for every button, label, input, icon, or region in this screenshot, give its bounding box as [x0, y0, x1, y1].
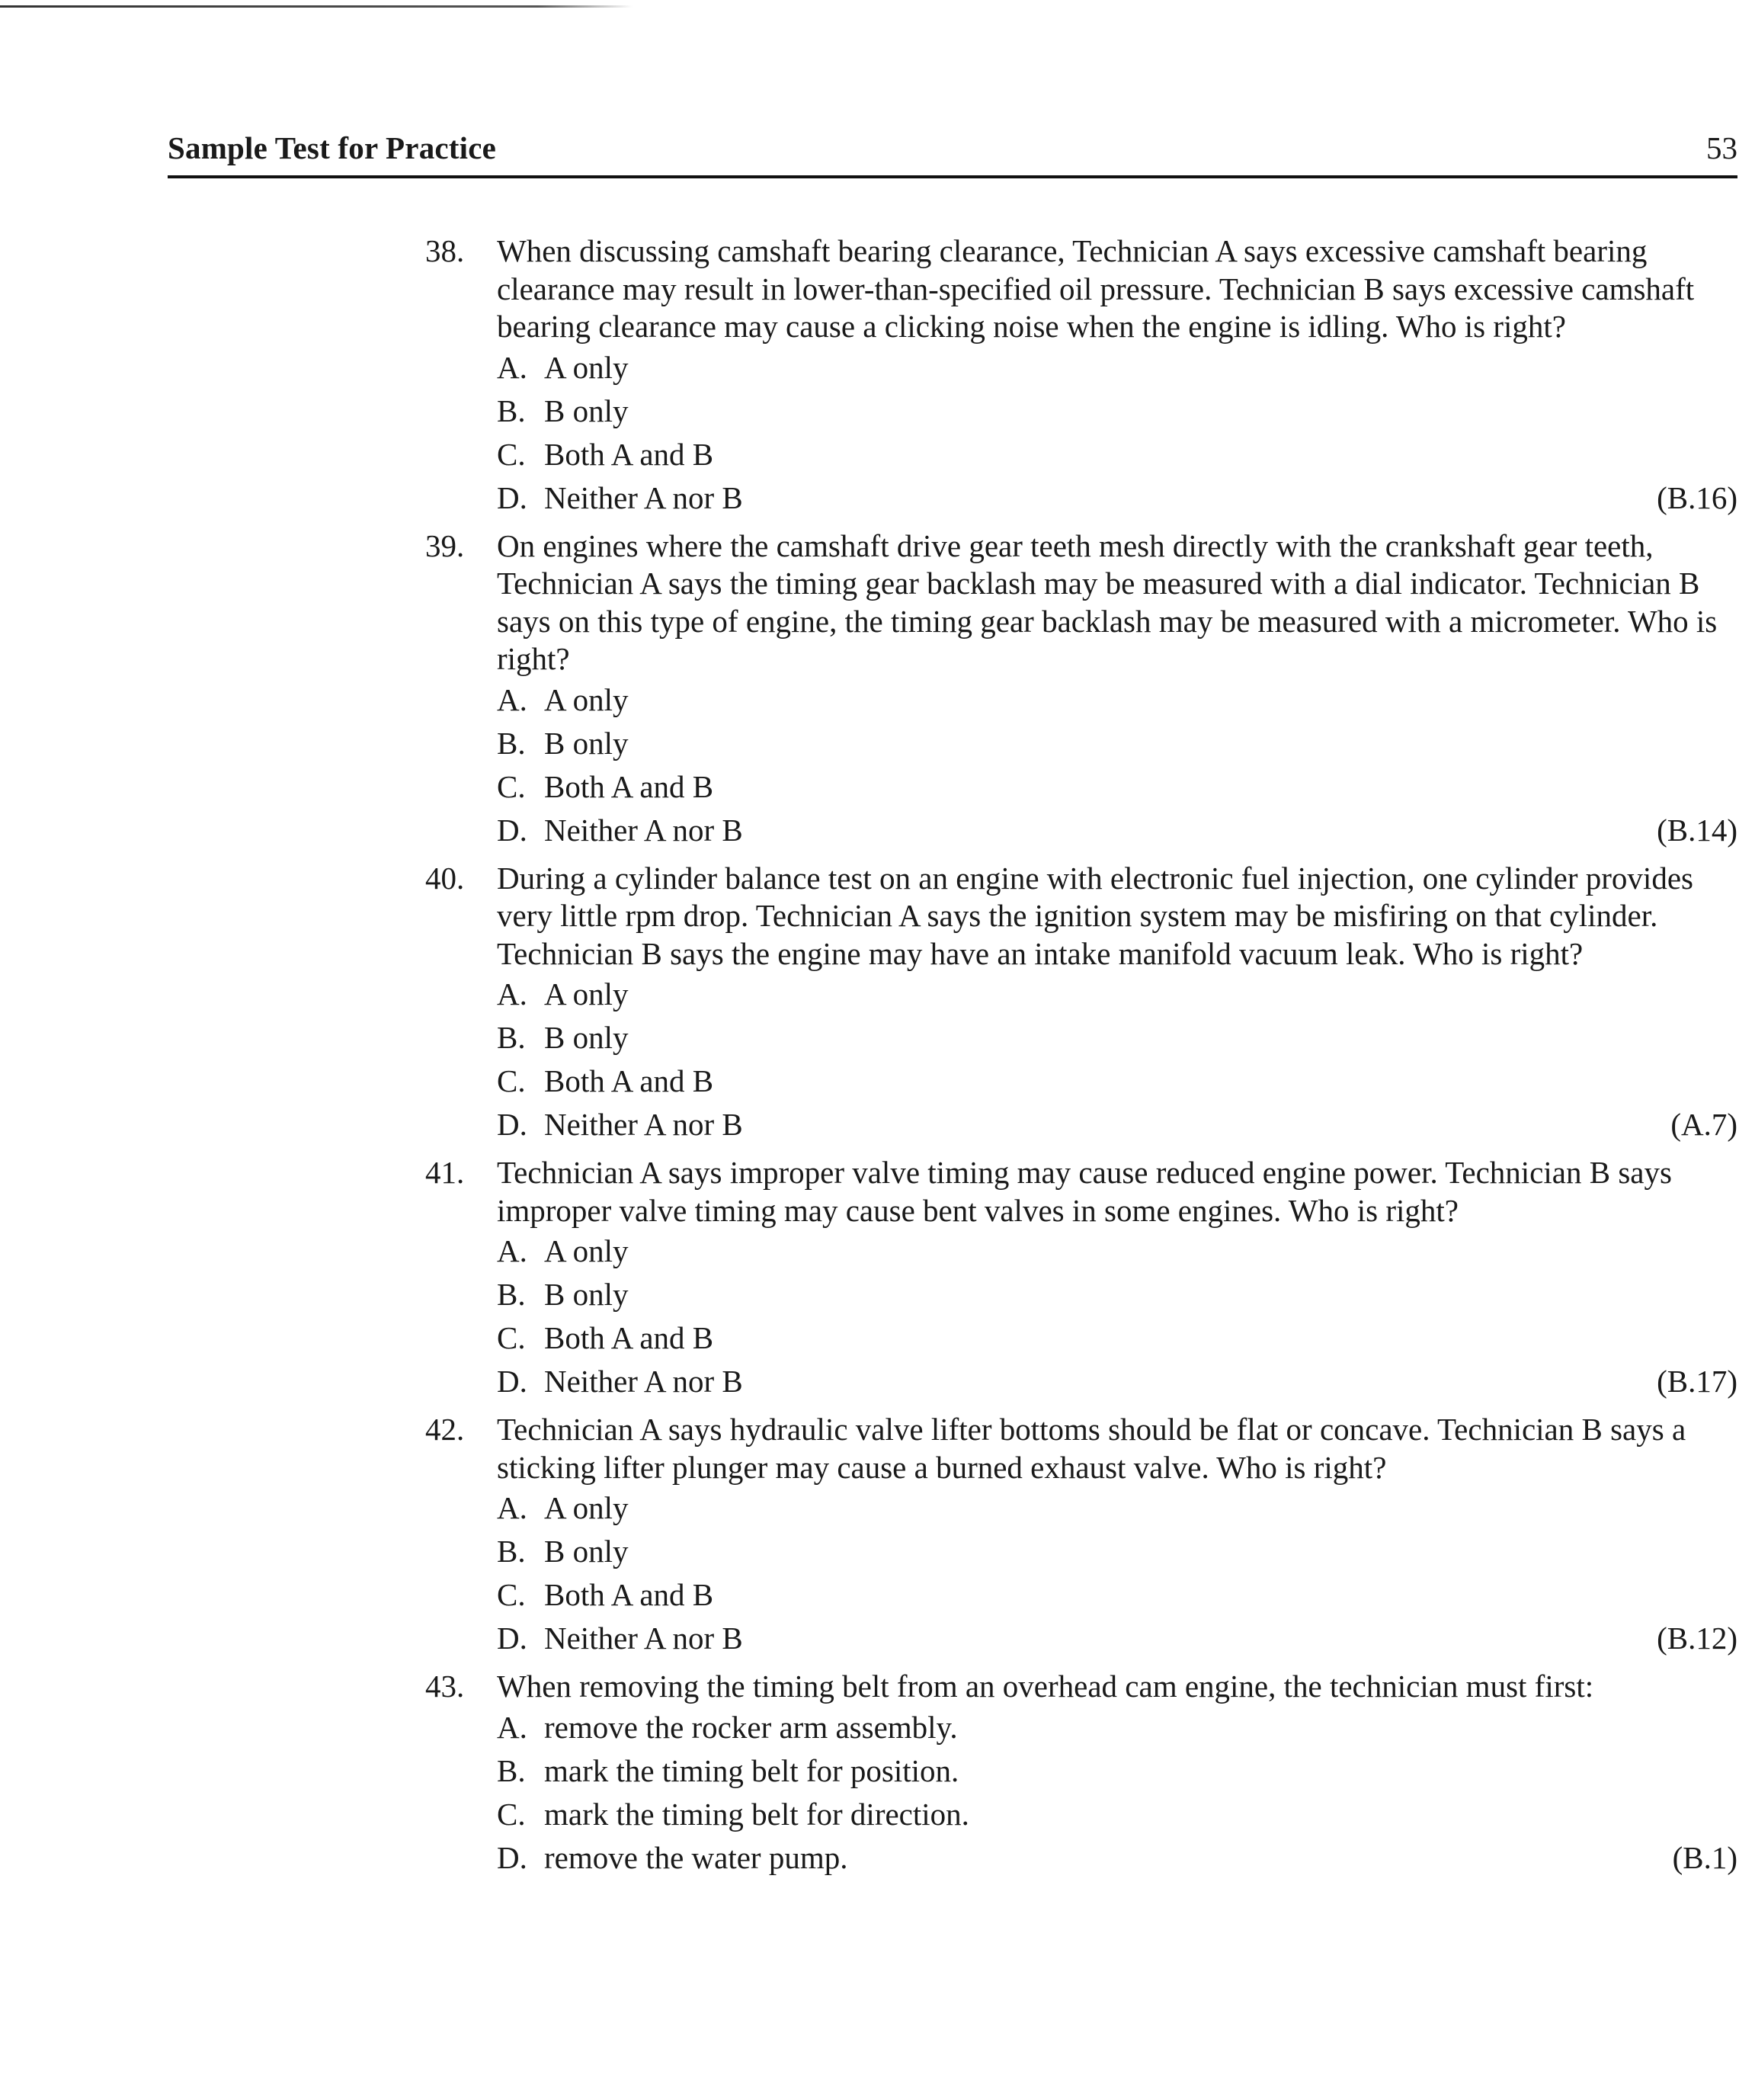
- question-43: [425, 1668, 1737, 1880]
- option-letter: C.: [497, 768, 526, 804]
- option-text: A only: [544, 1233, 629, 1268]
- answer-option-d: [497, 809, 1737, 852]
- answer-option-c: [497, 1573, 1737, 1617]
- answer-option-b: [497, 390, 1737, 433]
- option-text: B only: [544, 1020, 629, 1055]
- question-text: When removing the timing belt from an overhead cam engine, the technician must first:: [497, 1669, 1594, 1704]
- option-letter: A.: [497, 1490, 527, 1525]
- task-reference: (B.1): [1672, 1839, 1737, 1875]
- option-letter: C.: [497, 1320, 526, 1355]
- answer-option-d: [497, 1836, 1737, 1880]
- option-letter: B.: [497, 1752, 526, 1788]
- answer-option-a: [497, 1706, 1737, 1749]
- task-reference: (B.17): [1657, 1364, 1737, 1399]
- option-text: A only: [544, 349, 629, 385]
- task-reference: (A.7): [1670, 1107, 1737, 1142]
- option-text: Neither A nor B: [544, 1107, 743, 1142]
- answer-option-a: [497, 1486, 1737, 1530]
- option-text: Neither A nor B: [544, 479, 743, 515]
- answer-option-b: [497, 1749, 1737, 1793]
- answer-option-c: [497, 433, 1737, 476]
- question-38: [425, 232, 1737, 520]
- option-letter: A.: [497, 681, 527, 717]
- page-header: [168, 114, 1737, 178]
- option-letter: B.: [497, 393, 526, 428]
- option-text: Both A and B: [544, 436, 714, 472]
- option-letter: C.: [497, 436, 526, 472]
- option-text: remove the water pump.: [544, 1839, 848, 1875]
- option-text: mark the timing belt for position.: [544, 1752, 959, 1788]
- question-40: [425, 860, 1737, 1147]
- option-letter: D.: [497, 1107, 527, 1142]
- option-letter: C.: [497, 1796, 526, 1832]
- option-letter: D.: [497, 1364, 527, 1399]
- option-text: Neither A nor B: [544, 812, 743, 848]
- answer-option-b: [497, 1530, 1737, 1573]
- option-letter: B.: [497, 1277, 526, 1312]
- answer-option-d: [497, 1617, 1737, 1660]
- task-reference: (B.14): [1657, 812, 1737, 848]
- option-letter: C.: [497, 1577, 526, 1612]
- top-edge-rule: [0, 5, 633, 8]
- option-text: A only: [544, 681, 629, 717]
- question-42: [425, 1411, 1737, 1660]
- answer-option-c: [497, 765, 1737, 809]
- option-letter: D.: [497, 479, 527, 515]
- answer-option-b: [497, 1016, 1737, 1060]
- answer-option-d: [497, 1360, 1737, 1403]
- question-list: [425, 232, 1737, 1887]
- answer-option-b: [497, 1273, 1737, 1316]
- option-text: B only: [544, 725, 629, 761]
- option-letter: B.: [497, 1020, 526, 1055]
- page-title: Sample Test for Practice: [168, 130, 497, 165]
- question-41: [425, 1154, 1737, 1403]
- answer-option-a: [497, 346, 1737, 390]
- question-number: 41.: [425, 1155, 465, 1190]
- option-letter: A.: [497, 976, 527, 1012]
- option-text: Both A and B: [544, 1577, 714, 1612]
- option-text: remove the rocker arm assembly.: [544, 1709, 958, 1745]
- question-number: 38.: [425, 233, 465, 268]
- answer-option-b: [497, 722, 1737, 765]
- task-reference: (B.12): [1657, 1621, 1737, 1656]
- answer-option-a: [497, 678, 1737, 722]
- option-text: A only: [544, 976, 629, 1012]
- option-letter: B.: [497, 725, 526, 761]
- option-text: Both A and B: [544, 1320, 714, 1355]
- question-text: Technician A says improper valve timing may cause reduced engine power. Technician B says improper valve timing may cause bent valves in some engines. Who is right?: [497, 1155, 1672, 1228]
- option-text: B only: [544, 1277, 629, 1312]
- option-letter: D.: [497, 812, 527, 848]
- option-letter: B.: [497, 1534, 526, 1569]
- question-number: 42.: [425, 1412, 465, 1447]
- option-text: Neither A nor B: [544, 1364, 743, 1399]
- answer-option-a: [497, 1230, 1737, 1273]
- question-text: Technician A says hydraulic valve lifter bottoms should be flat or concave. Technician B says a sticking lifter plunger may cause a burned exhaust valve. Who is right?: [497, 1412, 1686, 1485]
- option-letter: A.: [497, 1233, 527, 1268]
- option-text: Both A and B: [544, 1063, 714, 1098]
- task-reference: (B.16): [1657, 479, 1737, 515]
- answer-option-d: [497, 1103, 1737, 1146]
- question-number: 43.: [425, 1669, 465, 1704]
- option-letter: A.: [497, 349, 527, 385]
- page-number: 53: [1706, 130, 1737, 165]
- option-text: A only: [544, 1490, 629, 1525]
- option-letter: A.: [497, 1709, 527, 1745]
- answer-option-c: [497, 1793, 1737, 1836]
- question-text: When discussing camshaft bearing clearance, Technician A says excessive camshaft bearing clearance may result in lower-than-specified oil pressure. Technician B says excessive camshaft bearing clearance may cause a clicking noise when the engine is idling. Who is right?: [497, 233, 1695, 344]
- option-text: Both A and B: [544, 768, 714, 804]
- question-39: [425, 527, 1737, 852]
- option-text: B only: [544, 393, 629, 428]
- answer-option-a: [497, 973, 1737, 1016]
- answer-option-c: [497, 1316, 1737, 1360]
- option-text: mark the timing belt for direction.: [544, 1796, 969, 1832]
- question-text: During a cylinder balance test on an engine with electronic fuel injection, one cylinder provides very little rpm drop. Technician A says the ignition system may be misfiring on that cylinder. Technician B says the engine may have an intake manifold vacuum leak. Who is right?: [497, 860, 1693, 971]
- question-number: 39.: [425, 527, 465, 563]
- answer-option-d: [497, 476, 1737, 520]
- option-letter: D.: [497, 1839, 527, 1875]
- option-letter: C.: [497, 1063, 526, 1098]
- option-letter: D.: [497, 1621, 527, 1656]
- option-text: Neither A nor B: [544, 1621, 743, 1656]
- answer-option-c: [497, 1060, 1737, 1103]
- option-text: B only: [544, 1534, 629, 1569]
- question-text: On engines where the camshaft drive gear teeth mesh directly with the crankshaft gear teeth, Technician A says the timing gear backlash may be measured with a dial indicator. Technician B says on this type of engine, the timing gear backlash may be measured with a micrometer. Who is right?: [497, 527, 1718, 676]
- question-number: 40.: [425, 860, 465, 896]
